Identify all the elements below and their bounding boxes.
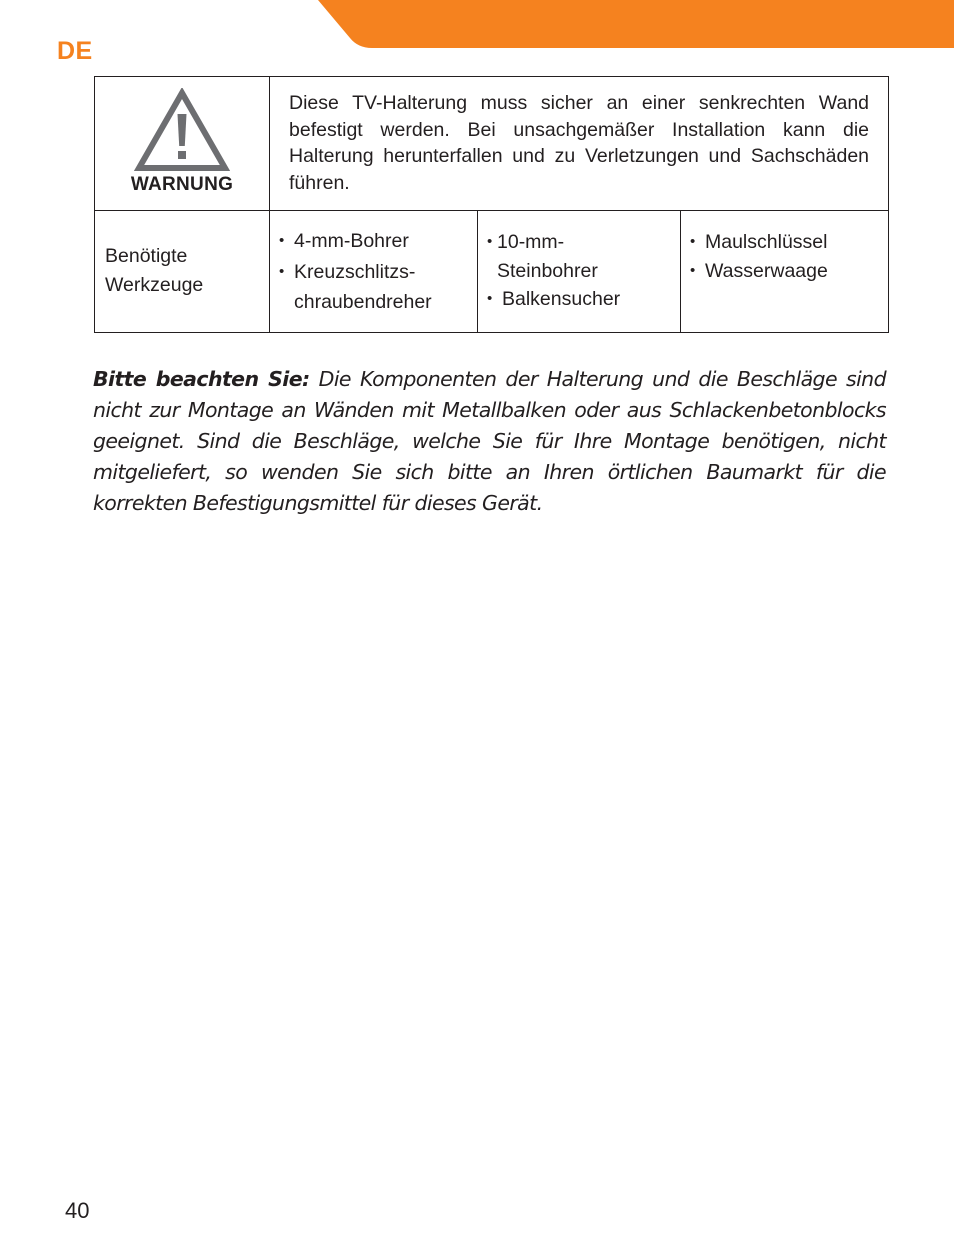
warning-cell xyxy=(95,77,270,211)
tool-item-text: Kreuzschlitzs- xyxy=(294,260,416,283)
tools-label xyxy=(95,211,270,333)
tool-item xyxy=(279,226,477,257)
tool-item xyxy=(690,257,888,286)
info-table xyxy=(94,76,889,333)
header-orange-tab xyxy=(0,0,954,60)
tool-item-text: 10-mm- xyxy=(497,231,565,253)
tool-item-text-continued: Steinbohrer xyxy=(497,259,598,282)
tools-label-line-2: Werkzeuge xyxy=(105,273,204,296)
mounting-note xyxy=(93,364,886,519)
tool-item-text-continued: chraubendreher xyxy=(294,291,432,313)
tools-column-1 xyxy=(270,211,478,333)
tool-item-text: Maulschlüssel xyxy=(705,231,828,253)
tools-column-3 xyxy=(681,211,889,333)
tools-label-line-1: Benötigte xyxy=(105,245,188,267)
warning-label: WARNUNG xyxy=(130,174,234,195)
tool-item xyxy=(487,285,680,314)
tool-item-text: 4-mm-Bohrer xyxy=(294,230,409,252)
tools-column-2 xyxy=(478,211,681,333)
tool-list-3 xyxy=(690,228,888,285)
tool-item xyxy=(279,257,477,319)
note-text: Die Komponenten der Halterung und die Beschläge sind nicht zur Montage an Wänden mit Metallbalken oder aus Schlackenbetonblocks geeignet. Sind die Beschläge, welche Sie für Ihre Montage benötigen, nicht mitgeliefert, so wenden Sie sich bitte an Ihren örtlichen Baumarkt für die korrekten Befestigungsmittel für dieses Gerät. xyxy=(93,367,886,515)
language-code: DE xyxy=(57,37,93,65)
warning-triangle-icon xyxy=(134,88,230,172)
note-lead: Bitte beachten Sie: xyxy=(93,367,310,391)
tools-row xyxy=(95,211,889,333)
warning-text: Diese TV-Halterung muss sicher an einer senkrechten Wand befestigt werden. Bei unsachgemäßer Installation kann die Halterung herunterfallen und zu Verletzungen und Sachschäden führen. xyxy=(270,77,889,211)
tool-item xyxy=(690,228,888,257)
tool-list-1 xyxy=(279,226,477,318)
tool-item xyxy=(487,228,680,285)
warning-row xyxy=(95,77,889,211)
tool-item-text: Wasserwaage xyxy=(705,259,828,282)
tool-list-2 xyxy=(487,228,680,314)
tool-item-text: Balkensucher xyxy=(502,288,621,310)
page-number: 40 xyxy=(65,1198,90,1223)
